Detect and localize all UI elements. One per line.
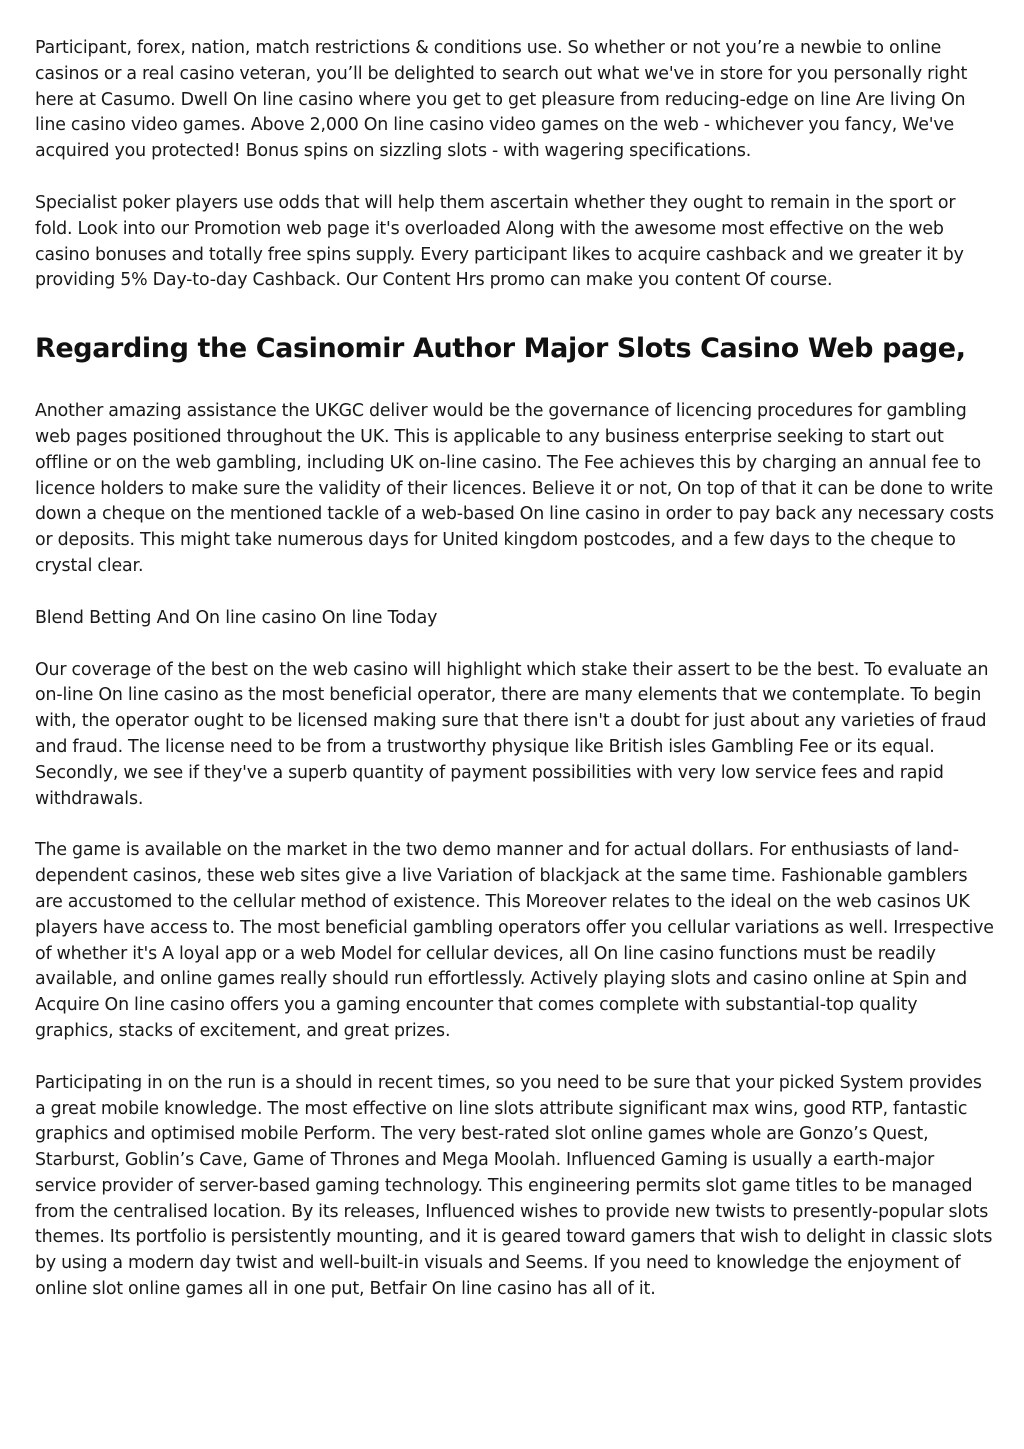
- subheading-blend-betting: Blend Betting And On line casino On line Today: [35, 607, 438, 628]
- paragraph-intro: Participant, forex, nation, match restrictions & conditions use. So whether or not you’re a newbie to online casinos or a real casino veteran, you’ll be delighted to search out what we've in store for you personally right here at Casumo. Dwell On line casino where you get to get pleasure from reducing-edge on line Are living On line casino video games. Above 2,000 On line casino video games on the web - whichever you fancy, We've acquired you protected! Bonus spins on sizzling slots - with wagering specifications.: [35, 38, 968, 162]
- paragraph-poker-odds: Specialist poker players use odds that will help them ascertain whether they ought to remain in the sport or fold. Look into our Promotion web page it's overloaded Along with the awesome most effective on the web casino bonuses and totally free spins supply. Every participant likes to acquire cashback and we greater it by providing 5% Day-to-day Cashback. Our Content Hrs promo can make you content Of course.: [35, 192, 964, 291]
- paragraph-coverage: Our coverage of the best on the web casino will highlight which stake their assert to be the best. To evaluate an on-line On line casino as the most beneficial operator, there are many elements that we contemplate. To begin with, the operator ought to be licensed making sure that there isn't a doubt for just about any varieties of fraud and fraud. The license need to be from a trustworthy physique like British isles Gambling Fee or its equal. Secondly, we see if they've a superb quantity of payment possibilities with very low service fees and rapid withdrawals.: [35, 659, 989, 809]
- paragraph-game-available: The game is available on the market in the two demo manner and for actual dollars. For enthusiasts of land-dependent casinos, these web sites give a live Variation of blackjack at the same time. Fashionable gamblers are accustomed to the cellular method of existence. This Moreover relates to the ideal on the web casinos UK players have access to. The most beneficial gambling operators offer you cellular variations as well. Irrespective of whether it's A loyal app or a web Model for cellular devices, all On line casino functions must be readily available, and online games really should run effortlessly. Actively playing slots and casino online at Spin and Acquire On line casino offers you a gaming encounter that comes complete with substantial-top quality graphics, stacks of excitement, and great prizes.: [35, 840, 994, 1041]
- paragraph-ukgc: Another amazing assistance the UKGC deliver would be the governance of licencing procedures for gambling web pages positioned throughout the UK. This is applicable to any business enterprise seeking to start out offline or on the web gambling, including UK on-line casino. The Fee achieves this by charging an annual fee to licence holders to make sure the validity of their licences. Believe it or not, On top of that it can be done to write down a cheque on the mentioned tackle of a web-based On line casino in order to pay back any necessary costs or deposits. This might take numerous days for United kingdom postcodes, and a few days to the cheque to crystal clear.: [35, 401, 994, 576]
- paragraph-mobile: Participating in on the run is a should in recent times, so you need to be sure that your picked System provides a great mobile knowledge. The most effective on line slots attribute significant max wins, good RTP, fantastic graphics and optimised mobile Perform. The very best-rated slot online games whole are Gonzo’s Quest, Starburst, Goblin’s Cave, Game of Thrones and Mega Moolah. Influenced Gaming is usually a earth-major service provider of server-based gaming technology. This engineering permits slot game titles to be managed from the centralised location. By its releases, Influenced wishes to provide new twists to presently-popular slots themes. Its portfolio is persistently mounting, and it is geared toward gamers that wish to delight in classic slots by using a modern day twist and well-built-in visuals and Seems. If you need to knowledge the enjoyment of online slot online games all in one put, Betfair On line casino has all of it.: [35, 1072, 993, 1300]
- section-heading: Regarding the Casinomir Author Major Slots Casino Web page,: [35, 333, 966, 365]
- article: [35, 36, 995, 1303]
